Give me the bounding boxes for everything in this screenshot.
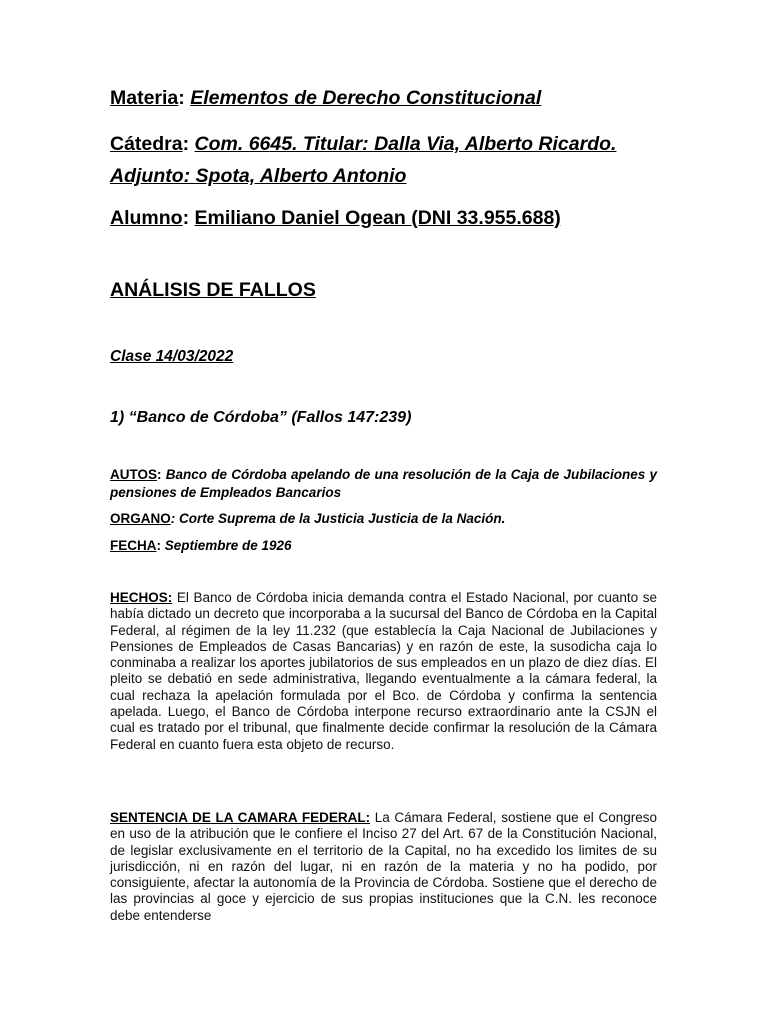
catedra-value: Com. 6645. Titular: Dalla Via, Alberto Ricardo. Adjunto: Spota, Alberto Antonio [110, 133, 617, 187]
hechos-paragraph [110, 590, 657, 753]
materia-label: Materia [110, 87, 179, 109]
sentencia-text: La Cámara Federal, sostiene que el Congreso en uso de la atribución que le confiere el Inciso 27 del Art. 67 de la Constitución Nacional, de legislar exclusivamente en el territorio de la Capital, no ha excedido los limites de su jurisdicción, ni en razón del lugar, ni en razón de la materia y no ha podido, por consiguiente, afectar la autonomía de la Provincia de Córdoba. Sostiene que el derecho de las provincias al goce y ejercicio de sus propias instituciones que la C.N. les reconoce debe entenderse [110, 810, 657, 923]
materia-line: Materia: Elementos de Derecho Constitucional [110, 87, 542, 109]
catedra-line: Cátedra: Com. 6645. Titular: Dalla Via, Alberto Ricardo. Adjunto: Spota, Alberto Antonio [110, 133, 617, 187]
fecha-line: FECHA: Septiembre de 1926 [110, 538, 292, 553]
autos-value: Banco de Córdoba apelando de una resolución de la Caja de Jubilaciones y pensiones de Empleados Bancarios [110, 467, 658, 500]
fallo-heading: 1) “Banco de Córdoba” (Fallos 147:239) [110, 409, 412, 426]
sentencia-paragraph [110, 810, 657, 924]
hechos-text: El Banco de Córdoba inicia demanda contra el Estado Nacional, por cuanto se había dictado un decreto que incorporaba a la sucursal del Banco de Córdoba en la Capital Federal, al régimen de la ley 11.232 (que establecía la Caja Nacional de Jubilaciones y Pensiones de Empleados de Casas Bancarias) y en razón de este, la susodicha caja lo conminaba a realizar los aportes jubilatorios de sus empleados en un plazo de diez días. El pleito se debatió en sede administrativa, llegando eventualmente a la cámara federal, la cual rechaza la apelación formulada por el Bco. de Córdoba y confirma la sentencia apelada. Luego, el Banco de Córdoba interpone recurso extraordinario ante la CSJN el cual es tratado por el tribunal, que finalmente decide confirmar la resolución de la Cámara Federal en cuanto fuera esta objeto de recurso. [110, 590, 657, 752]
materia-value: Elementos de Derecho Constitucional [190, 87, 542, 109]
hechos-label: HECHOS: [110, 590, 173, 605]
organo-label: ORGANO [110, 511, 171, 526]
sentencia-label: SENTENCIA DE LA CAMARA FEDERAL: [110, 810, 371, 825]
autos-label: AUTOS [110, 467, 158, 482]
fecha-value: Septiembre de 1926 [164, 538, 292, 553]
catedra-label: Cátedra [110, 133, 183, 155]
organo-value: Corte Suprema de la Justicia Justicia de la Nación. [179, 511, 506, 526]
organo-line: ORGANO: Corte Suprema de la Justicia Justicia de la Nación. [110, 511, 506, 526]
clase-date: Clase 14/03/2022 [110, 348, 234, 365]
fecha-label: FECHA [110, 538, 157, 553]
alumno-label: Alumno [110, 207, 183, 229]
autos-line: AUTOS: Banco de Córdoba apelando de una resolución de la Caja de Jubilaciones y pensiones de Empleados Bancarios [110, 467, 658, 500]
page-title: ANÁLISIS DE FALLOS [110, 279, 316, 301]
alumno-line: Alumno: Emiliano Daniel Ogean (DNI 33.955.688) [110, 207, 561, 229]
alumno-value: Emiliano Daniel Ogean (DNI 33.955.688) [194, 207, 561, 229]
